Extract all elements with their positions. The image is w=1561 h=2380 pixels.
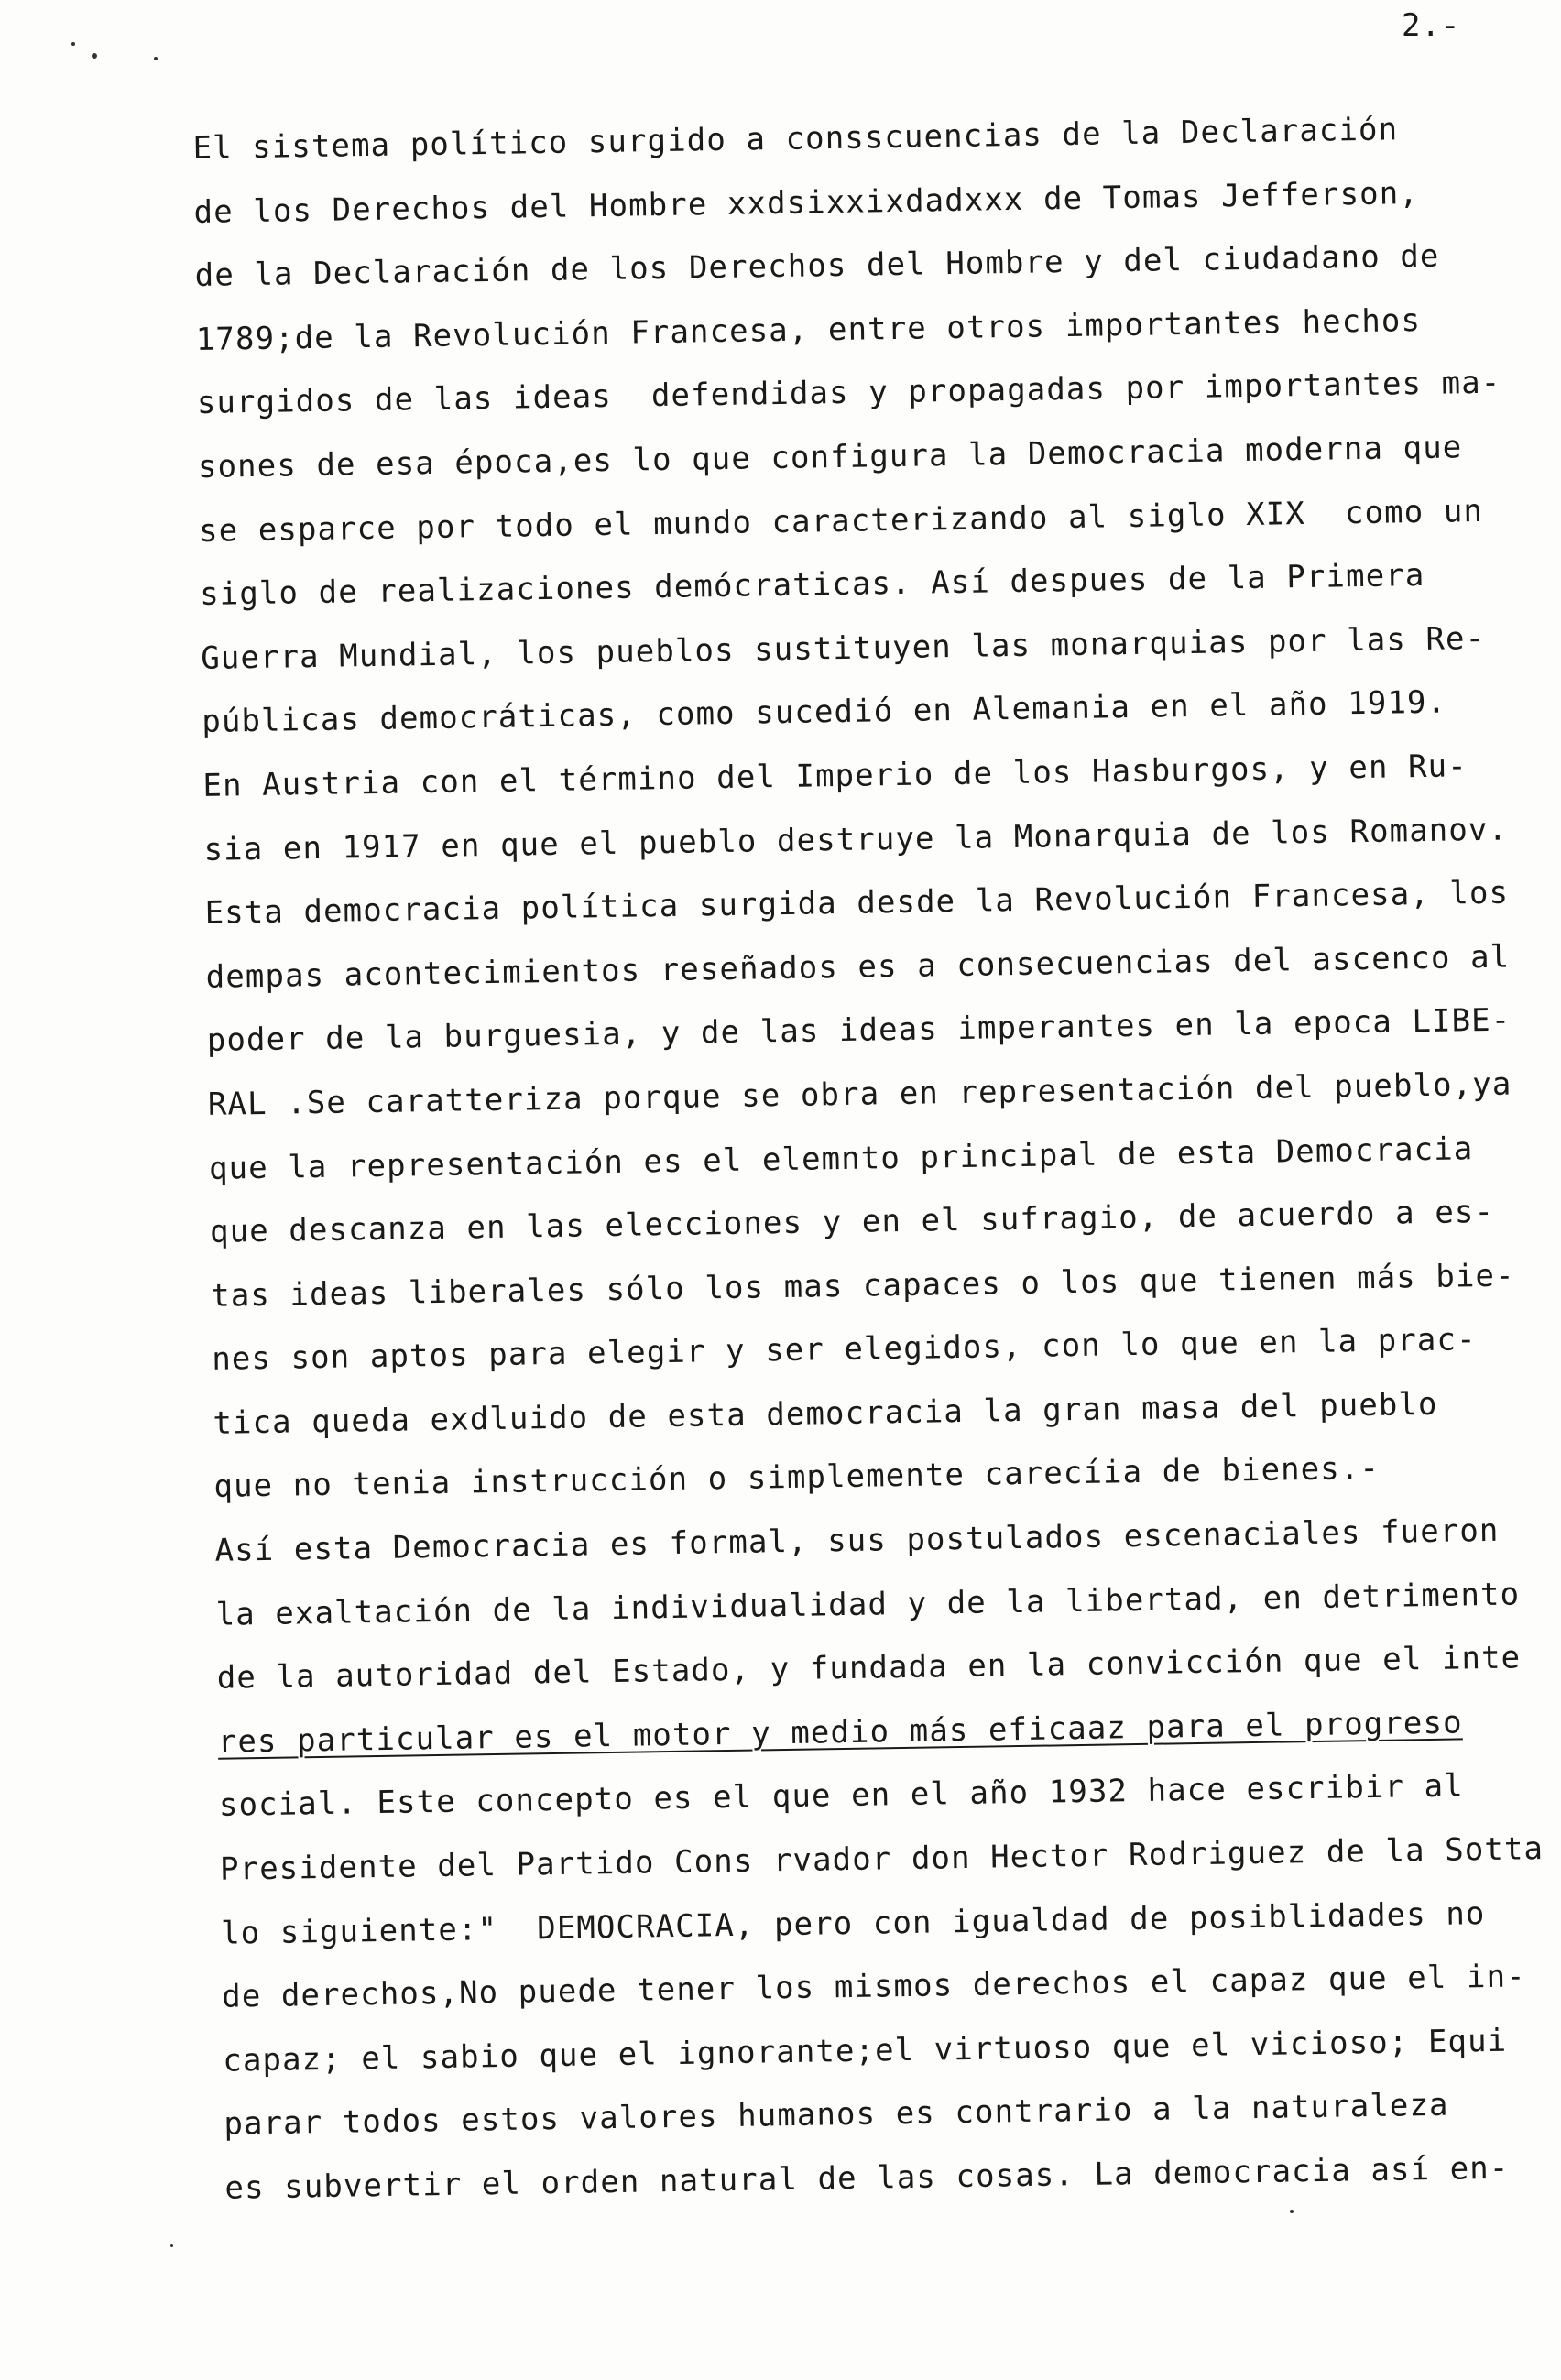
text-line: es subvertir el orden natural de las cosas. La democracia así en- — [224, 2149, 1510, 2207]
scan-speck — [1290, 2210, 1294, 2213]
text-line: sia en 1917 en que el pueblo destruye la Monarquia de los Romanov. — [203, 811, 1509, 868]
scan-speck — [92, 53, 97, 59]
text-line-underlined: res particular es el motor y medio más eficaaz para el progreso — [217, 1704, 1463, 1761]
text-line: tica queda exdluido de esta democracia la gran masa del pueblo — [213, 1385, 1438, 1442]
text-line: sones de esa época,es lo que configura la Democracia moderna que — [197, 429, 1463, 486]
text-line: nes son aptos para elegir y ser elegidos, con lo que en la prac- — [211, 1321, 1477, 1379]
text-line: Así esta Democracia es formal, sus postulados escenaciales fueron — [214, 1512, 1500, 1569]
scan-speck — [154, 57, 158, 60]
text-line: la exaltación de la individualidad y de la libertad, en detrimento — [215, 1576, 1521, 1633]
text-line: 1789;de la Revolución Francesa, entre otros importantes hechos — [195, 301, 1422, 358]
text-line: El sistema político surgido a consscuencias de la Declaración — [192, 111, 1399, 167]
scan-speck — [170, 2244, 173, 2247]
text-line: de derechos,No puede tener los mismos derechos el capaz que el in- — [221, 1958, 1526, 2015]
text-line: que descanza en las elecciones y en el sufragio, de acuerdo a es- — [209, 1193, 1495, 1250]
scan-speck — [71, 42, 75, 46]
text-line: Guerra Mundial, los pueblos sustituyen las monarquias por las Re- — [200, 619, 1486, 677]
text-line: que la representación es el elemnto principal de esta Democracia — [208, 1130, 1474, 1187]
text-line: surgidos de las ideas defendidas y propagadas por importantes ma- — [196, 364, 1501, 422]
text-line: Esta democracia política surgida desde la Revolución Francesa, los — [204, 874, 1510, 933]
text-line: Presidente del Partido Cons rvador don Hector Rodriguez de la Sotta — [219, 1830, 1545, 1888]
text-line: En Austria con el término del Imperio de los Hasburgos, y en Ru- — [202, 748, 1468, 804]
text-line: social. Este concepto es el que en el año 1932 hace escribir al — [218, 1767, 1465, 1825]
text-line: que no tenia instrucción o simplemente carecíia de bienes.- — [213, 1450, 1381, 1506]
text-line: de la Declaración de los Derechos del Hombre y del ciudadano de — [194, 237, 1440, 295]
text-line: parar todos estos valores humanos es contrario a la naturaleza — [224, 2087, 1449, 2144]
text-line: públicas democráticas, como sucedió en Alemania en el año 1919. — [202, 683, 1447, 741]
text-line: capaz; el sabio que el ignorante;el virtuoso que el vicioso; Equi — [223, 2022, 1508, 2080]
text-line: lo siguiente:" DEMOCRACIA, pero con igualdad de posiblidades no — [220, 1894, 1486, 1952]
text-line: RAL .Se caratteriza porque se obra en representación del pueblo,ya — [207, 1065, 1512, 1123]
text-line: de los Derechos del Hombre xxdsixxixdadxxx de Tomas Jefferson, — [193, 174, 1420, 231]
text-line: tas ideas liberales sólo los mas capaces o los que tienen más bie- — [210, 1257, 1515, 1315]
text-line: siglo de realizaciones demócraticas. Así despues de la Primera — [199, 557, 1425, 614]
page-number: 2.- — [1402, 7, 1461, 44]
body-text — [192, 96, 1545, 2221]
text-line: poder de la burguesia, y de las ideas imperantes en la epoca LIBE- — [206, 1001, 1512, 1060]
text-line: se esparce por todo el mundo caracterizando al siglo XIX como un — [198, 492, 1484, 550]
text-line: de la autoridad del Estado, y fundada en la convicción que el inte — [216, 1639, 1522, 1698]
text-line: dempas acontecimientos reseñados es a consecuencias del ascenco al — [205, 938, 1511, 996]
